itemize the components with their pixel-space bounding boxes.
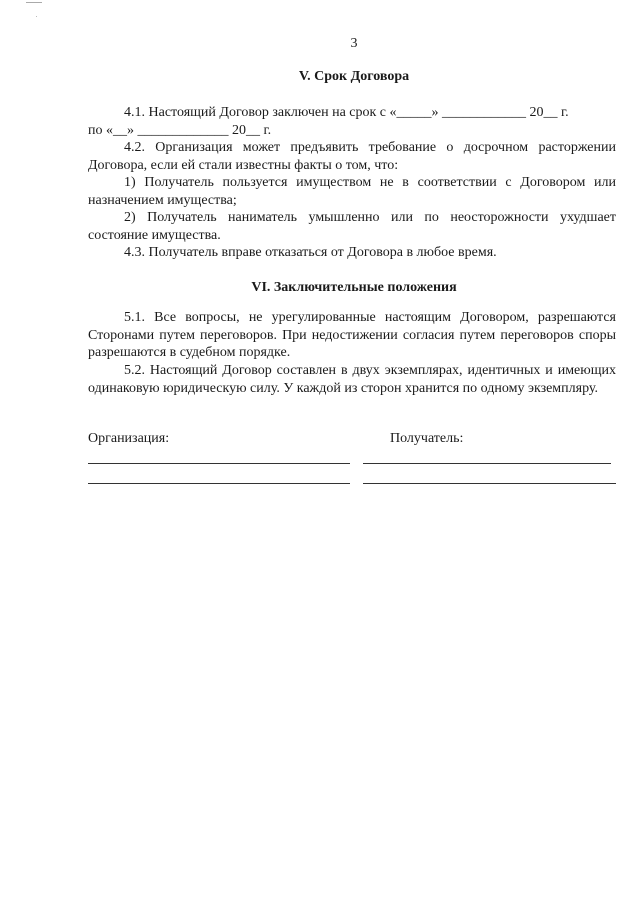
page-number: 3 (350, 36, 358, 51)
scan-artifact (26, 2, 42, 3)
clause-4-2-item-1: 1) Получатель пользуется имуществом не в соответствии с Договором или назначением имущества; (88, 175, 616, 208)
signature-line-recipient-1 (363, 463, 611, 464)
signature-label-organization: Организация: (88, 431, 170, 446)
signature-label-recipient: Получатель: (390, 431, 464, 446)
clause-4-1-line2: по «__» _____________ 20__ г. (88, 123, 272, 138)
clause-5-2: 5.2. Настоящий Договор составлен в двух экземплярах, идентичных и имеющих одинаковую юридическую силу. У каждой из сторон хранится по одному экземпляру. (88, 363, 616, 396)
clause-5-1: 5.1. Все вопросы, не урегулированные настоящим Договором, разрешаются Сторонами путем переговоров. При недостижении согласия путем переговоров споры разрешаются в судебном порядке. (88, 310, 616, 360)
signature-line-organization-1 (88, 463, 350, 464)
section-heading-term: V. Срок Договора (298, 69, 410, 84)
scan-artifact-dot (36, 16, 37, 17)
signature-line-organization-2 (88, 483, 350, 484)
section-heading-final: VI. Заключительные положения (251, 280, 457, 295)
signature-line-recipient-2 (363, 483, 616, 484)
clause-4-3: 4.3. Получатель вправе отказаться от Договора в любое время. (124, 245, 497, 260)
clause-4-2: 4.2. Организация может предъявить требование о досрочном расторжении Договора, если ей стали известны факты о том, что: (88, 140, 616, 173)
clause-4-2-item-2: 2) Получатель наниматель умышленно или по неосторожности ухудшает состояние имущества. (88, 210, 616, 243)
clause-4-1-line1: 4.1. Настоящий Договор заключен на срок с «_____» ____________ 20__ г. (124, 105, 569, 120)
